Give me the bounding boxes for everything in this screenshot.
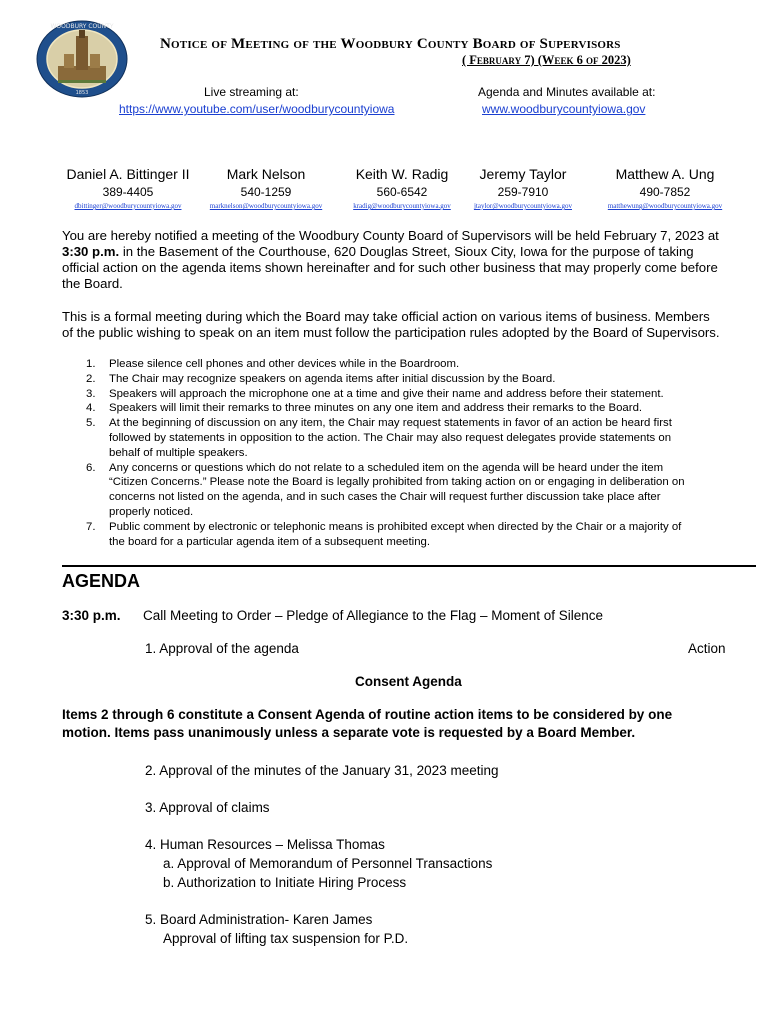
member-phone: 389-4405 — [102, 185, 154, 199]
agenda-item-5-detail: Approval of lifting tax suspension for P.D. — [163, 931, 409, 946]
agenda-item-1: 1. Approval of the agenda — [145, 641, 299, 656]
svg-text:WOODBURY COUNTY: WOODBURY COUNTY — [50, 23, 114, 30]
agenda-item-1-action: Action — [688, 641, 726, 656]
member-name: Keith W. Radig — [355, 166, 449, 182]
agenda-item-4: 4. Human Resources – Melissa Thomas — [145, 837, 385, 852]
member-phone: 540-1259 — [240, 185, 292, 199]
county-seal-logo — [36, 20, 128, 98]
member-name: Daniel A. Bittinger II — [66, 166, 190, 182]
streaming-label: Live streaming at: — [204, 85, 299, 99]
agenda-item-4a: a. Approval of Memorandum of Personnel Transactions — [163, 856, 493, 871]
consent-agenda-heading: Consent Agenda — [355, 674, 462, 689]
rule-item: 3. Speakers will approach the microphone one at a time and give their name and address before their statement. — [86, 387, 664, 400]
notice-title: Notice of Meeting of the Woodbury County Board of Supervisors — [160, 36, 621, 52]
call-to-order: Call Meeting to Order – Pledge of Allegiance to the Flag – Moment of Silence — [143, 608, 604, 623]
consent-note-line: motion. Items pass unanimously unless a separate vote is requested by a Board Member. — [62, 725, 636, 740]
formal-meeting-paragraph: This is a formal meeting during which the Board may take official action on various items of business. Members of the public wishing to speak on an item must follow the participation rules adopted by the Board of Supervisors. — [62, 309, 720, 340]
member-email-link[interactable]: matthewung@woodburycountyiowa.gov — [607, 202, 723, 210]
agenda-item-5: 5. Board Administration- Karen James — [145, 912, 373, 927]
board-member-ung — [580, 166, 750, 210]
section-divider — [62, 565, 756, 567]
member-phone: 560-6542 — [376, 185, 428, 199]
agenda-item-4b: b. Authorization to Initiate Hiring Process — [163, 875, 407, 890]
member-email-link[interactable]: kradig@woodburycountyiowa.gov — [353, 202, 451, 210]
minutes-label: Agenda and Minutes available at: — [478, 85, 656, 99]
participation-rules-list — [62, 357, 752, 549]
rule-item: 6. Any concerns or questions which do not relate to a scheduled item on the agenda will be heard under the item “Citizen Concerns.” Please note the Board is legally prohibited from taking action on or engaging in deliberation on concerns not listed on the agenda, and in such cases the Chair will request further discussion take place after properly noticed. — [86, 461, 685, 518]
member-email-link[interactable]: jtaylor@woodburycountyiowa.gov — [473, 202, 572, 210]
member-email-link[interactable]: marknelson@woodburycountyiowa.gov — [209, 202, 323, 210]
rule-item: 5. At the beginning of discussion on any item, the Chair may request statements in favor of an action be heard first followed by statements in opposition to the action. The Chair may also request delegates provide statements on behalf of multiple speakers. — [86, 417, 672, 459]
agenda-time: 3:30 p.m. — [62, 608, 121, 623]
rule-item: 4. Speakers will limit their remarks to three minutes on any one item and address their remarks to the Board. — [86, 402, 643, 415]
consent-note-line: Items 2 through 6 constitute a Consent Agenda of routine action items to be considered by one — [62, 707, 673, 722]
agenda-item-2: 2. Approval of the minutes of the January 31, 2023 meeting — [145, 763, 499, 778]
member-name: Jeremy Taylor — [479, 166, 567, 182]
member-phone: 490-7852 — [639, 185, 691, 199]
notice-paragraph: You are hereby notified a meeting of the Woodbury County Board of Supervisors will be held February 7, 2023 at 3:30 p.m. in the Basement of the Courthouse, 620 Douglas Street, Sioux City, Iowa for the purpose of taking official action on the agenda items shown hereinafter and for such other business that may properly come before the Board. — [62, 228, 719, 291]
county-website-link[interactable]: www.woodburycountyiowa.gov — [482, 102, 646, 116]
svg-text:1853: 1853 — [75, 90, 89, 96]
agenda-item-3: 3. Approval of claims — [145, 800, 270, 815]
member-email-link[interactable]: dbittinger@woodburycountyiowa.gov — [74, 202, 182, 210]
youtube-link[interactable]: https://www.youtube.com/user/woodburycountyiowa — [119, 102, 395, 116]
member-name: Matthew A. Ung — [615, 166, 715, 182]
notice-subtitle: ( February 7) (Week 6 of 2023) — [462, 53, 631, 67]
agenda-heading: AGENDA — [62, 571, 141, 591]
rule-item: 1. Please silence cell phones and other devices while in the Boardroom. — [86, 358, 460, 370]
meeting-time: 3:30 p.m. — [62, 244, 120, 259]
member-phone: 259-7910 — [497, 185, 549, 199]
rule-item: 2. The Chair may recognize speakers on agenda items after initial discussion by the Board. — [86, 372, 556, 385]
rule-item: 7. Public comment by electronic or telephonic means is prohibited except when directed by the Chair or a majority of the board for a particular agenda item of a subsequent meeting. — [86, 520, 682, 548]
member-name: Mark Nelson — [226, 166, 306, 182]
